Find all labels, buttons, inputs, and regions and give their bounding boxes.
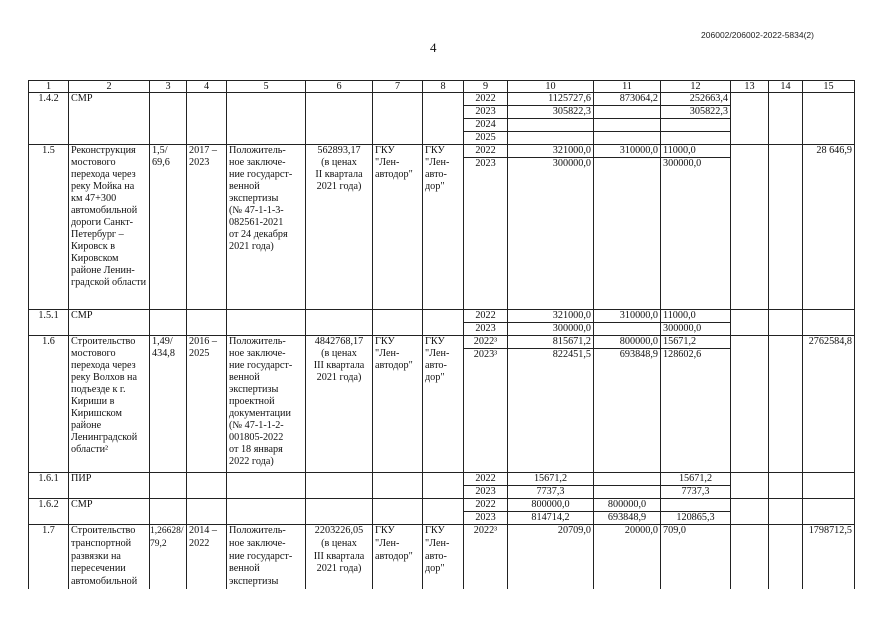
table-row [29, 336, 855, 349]
value-cell: 120865,3 [661, 512, 731, 525]
column-number-row [29, 81, 855, 93]
value-cell: 800000,0 [594, 336, 661, 349]
row-number: 1.7 [29, 525, 69, 589]
cost-cell: 562893,17 (в ценах II квартала 2021 года) [306, 145, 373, 310]
expertise-cell: Положитель- ное заключе- ние государст- венной экспертизы [227, 525, 306, 589]
col-header: 10 [508, 81, 594, 93]
year-cell: 2022 [464, 499, 508, 512]
col-header: 13 [731, 81, 769, 93]
value-cell: 800000,0 [508, 499, 594, 512]
col-header: 6 [306, 81, 373, 93]
col-header: 9 [464, 81, 508, 93]
row-number: 1.5.1 [29, 310, 69, 336]
value-cell: 693848,9 [594, 512, 661, 525]
value-cell [594, 106, 661, 119]
year-cell: 2022 [464, 93, 508, 106]
value-cell: 15671,2 [661, 336, 731, 349]
value-cell: 252663,4 [661, 93, 731, 106]
year-cell: 2023 [464, 106, 508, 119]
row-number: 1.6.2 [29, 499, 69, 525]
document-id: 206002/206002-2022-5834(2) [701, 30, 814, 40]
program-table [28, 80, 855, 589]
row-number: 1.6.1 [29, 473, 69, 499]
value-cell: 800000,0 [594, 499, 661, 512]
period-cell: 2014 – 2022 [187, 525, 227, 589]
year-cell: 2023 [464, 158, 508, 310]
col-header: 2 [69, 81, 150, 93]
row-name: ПИР [69, 473, 150, 499]
col-header: 5 [227, 81, 306, 93]
period-cell: 2016 – 2025 [187, 336, 227, 473]
value-cell: 7737,3 [661, 486, 731, 499]
value-cell: 305822,3 [661, 106, 731, 119]
length-cell: 1,26628/ 79,2 [150, 525, 187, 589]
col-header: 4 [187, 81, 227, 93]
value-cell: 300000,0 [508, 158, 594, 310]
value-cell: 321000,0 [508, 310, 594, 323]
row-name: СМР [69, 93, 150, 145]
year-cell: 2022 [464, 310, 508, 323]
col-header: 15 [803, 81, 855, 93]
year-cell: 2023 [464, 323, 508, 336]
row-name: СМР [69, 310, 150, 336]
col-header: 11 [594, 81, 661, 93]
value-cell: 11000,0 [661, 145, 731, 158]
period-cell: 2017 – 2023 [187, 145, 227, 310]
executor-cell: ГКУ "Лен- авто- дор" [423, 336, 464, 473]
year-cell: 2022³ [464, 336, 508, 349]
value-cell: 709,0 [661, 525, 731, 589]
customer-cell: ГКУ "Лен- автодор" [373, 336, 423, 473]
expertise-cell: Положитель- ное заключе- ние государст- венной экспертизы (№ 47-1-1-3- 082561-2021 от 24 декабря 2021 года) [227, 145, 306, 310]
col-header: 1 [29, 81, 69, 93]
value-cell: 128602,6 [661, 349, 731, 473]
row-name: СМР [69, 499, 150, 525]
value-cell: 321000,0 [508, 145, 594, 158]
executor-cell: ГКУ "Лен- авто- дор" [423, 525, 464, 589]
value-cell: 822451,5 [508, 349, 594, 473]
row-number: 1.4.2 [29, 93, 69, 145]
row-name: Строительство мостового перехода через реку Волхов на подъезде к г. Кириши в Киришском районе Ленинградской области² [69, 336, 150, 473]
page-number: 4 [430, 40, 437, 55]
value-cell: 28 646,9 [803, 145, 855, 310]
value-cell: 873064,2 [594, 93, 661, 106]
value-cell: 1125727,6 [508, 93, 594, 106]
value-cell: 7737,3 [508, 486, 594, 499]
table-row [29, 310, 855, 323]
table-row [29, 93, 855, 106]
year-cell: 2025 [464, 132, 508, 145]
row-name: Реконструкция мостового перехода через реку Мойка на км 47+300 автомобильной дороги Санкт-Петербург – Кировск в Кировском районе Ленин-градской области [69, 145, 150, 310]
value-cell: 814714,2 [508, 512, 594, 525]
col-header: 14 [769, 81, 803, 93]
value-cell: 300000,0 [508, 323, 594, 336]
value-cell: 20000,0 [594, 525, 661, 589]
table-row [29, 499, 855, 512]
value-cell: 310000,0 [594, 310, 661, 323]
year-cell: 2023 [464, 486, 508, 499]
value-cell: 300000,0 [661, 323, 731, 336]
value-cell: 693848,9 [594, 349, 661, 473]
col-header: 8 [423, 81, 464, 93]
value-cell: 305822,3 [508, 106, 594, 119]
col-header: 7 [373, 81, 423, 93]
customer-cell: ГКУ "Лен- автодор" [373, 145, 423, 310]
cost-cell: 2203226,05 (в ценах III квартала 2021 года) [306, 525, 373, 589]
customer-cell: ГКУ "Лен- автодор" [373, 525, 423, 589]
year-cell: 2023³ [464, 349, 508, 473]
cost-cell: 4842768,17 (в ценах III квартала 2021 года) [306, 336, 373, 473]
table-row [29, 473, 855, 486]
value-cell: 15671,2 [508, 473, 594, 486]
col-header: 3 [150, 81, 187, 93]
table-row [29, 145, 855, 158]
col-header: 12 [661, 81, 731, 93]
year-cell: 2022 [464, 145, 508, 158]
value-cell: 300000,0 [661, 158, 731, 310]
expertise-cell: Положитель- ное заключе- ние государст- венной экспертизы проектной документации (№ 47-1-1-2- 001805-2022 от 18 января 2022 года) [227, 336, 306, 473]
value-cell: 2762584,8 [803, 336, 855, 473]
value-cell: 20709,0 [508, 525, 594, 589]
value-cell: 1798712,5 [803, 525, 855, 589]
executor-cell: ГКУ "Лен- авто- дор" [423, 145, 464, 310]
row-number: 1.6 [29, 336, 69, 473]
length-cell: 1,49/ 434,8 [150, 336, 187, 473]
value-cell: 15671,2 [661, 473, 731, 486]
value-cell: 310000,0 [594, 145, 661, 158]
row-number: 1.5 [29, 145, 69, 310]
year-cell: 2022 [464, 473, 508, 486]
year-cell: 2022³ [464, 525, 508, 589]
value-cell: 815671,2 [508, 336, 594, 349]
row-name: Строительство транспортной развязки на пересечении автомобильной [69, 525, 150, 589]
length-cell: 1,5/ 69,6 [150, 145, 187, 310]
year-cell: 2023 [464, 512, 508, 525]
table-row [29, 525, 855, 589]
value-cell: 11000,0 [661, 310, 731, 323]
year-cell: 2024 [464, 119, 508, 132]
